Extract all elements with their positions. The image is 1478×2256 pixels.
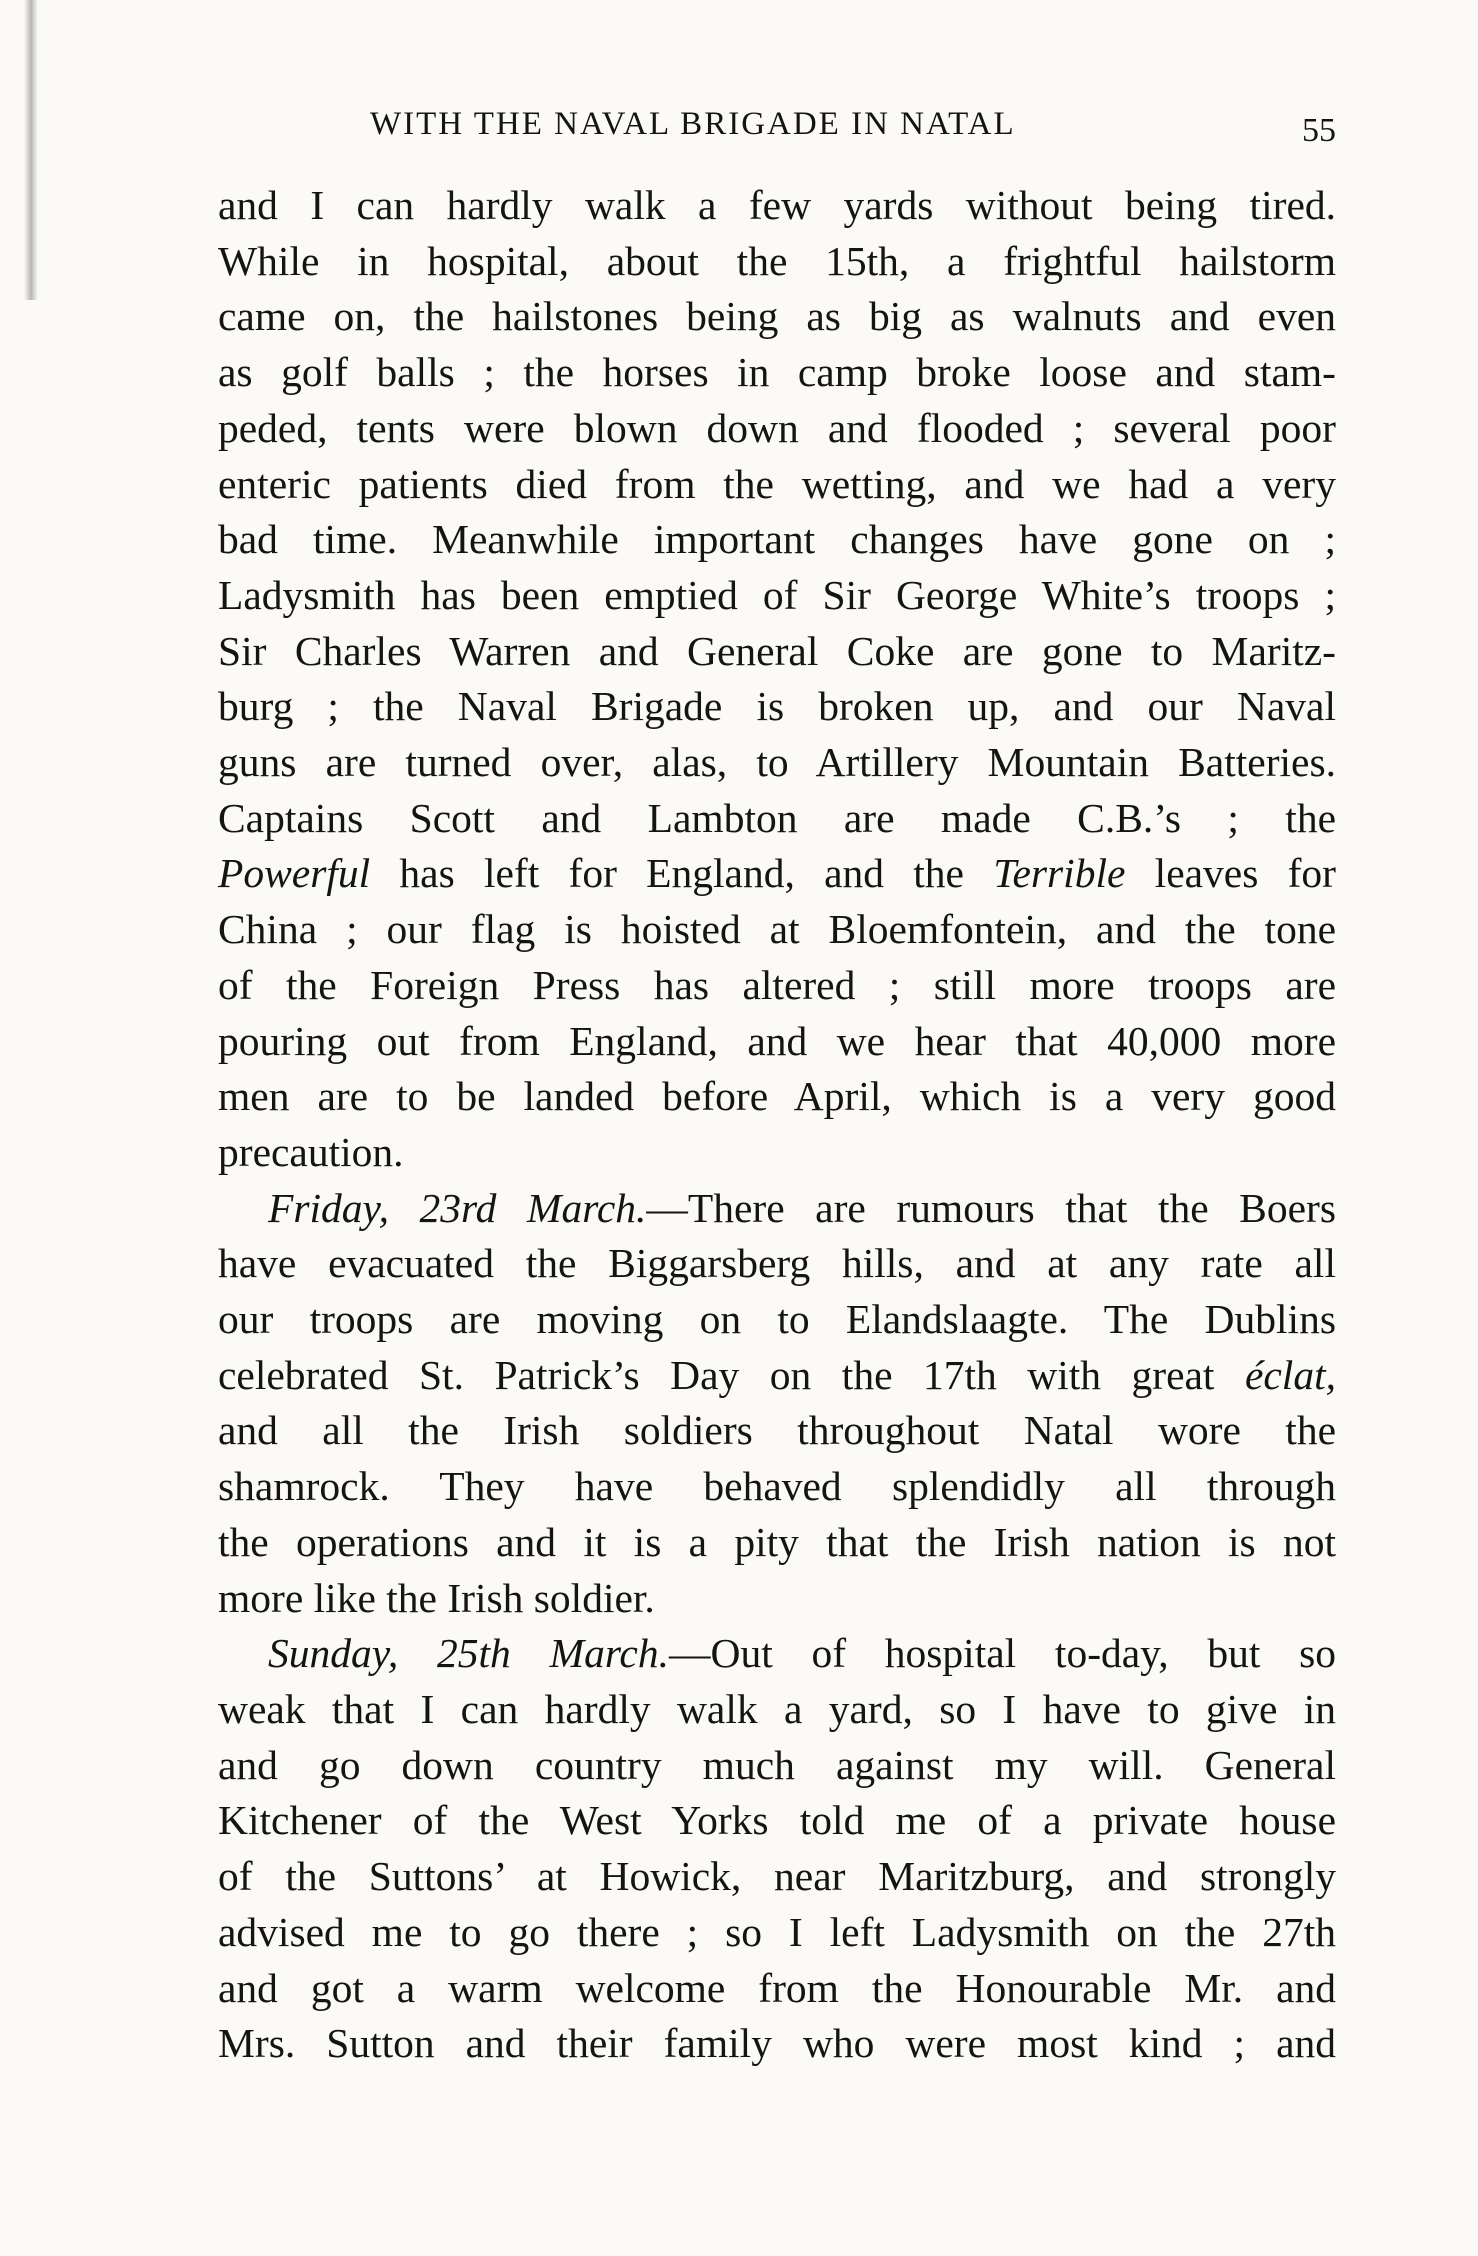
text-fragment: —Out of hospital to-day, but so [668,1630,1337,1677]
text-line: have evacuated the Biggarsberg hills, and at any rate all [218,1240,1336,1287]
text-line: Sir Charles Warren and General Coke are gone to Maritz- [218,627,1336,674]
ship-name-terrible: Terrible [993,850,1126,897]
text-line: weak that I can hardly walk a yard, so I have to give in [218,1685,1336,1732]
text-line: burg ; the Naval Brigade is broken up, and our Naval [218,683,1336,730]
text-line: bad time. Meanwhile important changes have gone on ; [218,516,1336,563]
page-header [218,106,1336,156]
text-line: of the Foreign Press has altered ; still more troops are [218,961,1336,1008]
text-line: Kitchener of the West Yorks told me of a private house [218,1797,1336,1844]
text-line: the operations and it is a pity that the Irish nation is not [218,1518,1336,1565]
text-line: Captains Scott and Lambton are made C.B.’s ; the [218,794,1336,841]
text-fragment: —There are rumours that the Boers [646,1184,1336,1231]
diary-date: Friday, 23rd March. [268,1184,647,1231]
page-number: 55 [1302,112,1336,149]
text-line [218,1181,1336,1237]
text-line: men are to be landed before April, which is a very good [218,1073,1336,1120]
text-fragment: has left for England, and the [370,850,994,897]
text-fragment: leaves for [1125,850,1336,897]
text-line: precaution. [218,1128,404,1175]
text-line: came on, the hailstones being as big as walnuts and even [218,293,1336,340]
text-line [218,1348,1336,1404]
text-line: pouring out from England, and we hear that 40,000 more [218,1017,1336,1064]
text-line: China ; our flag is hoisted at Bloemfontein, and the tone [218,906,1336,953]
text-line: and all the Irish soldiers throughout Natal wore the [218,1407,1336,1454]
text-line: guns are turned over, alas, to Artillery Mountain Batteries. [218,739,1336,786]
text-line: of the Suttons’ at Howick, near Maritzburg, and strongly [218,1853,1336,1900]
diary-date: Sunday, 25th March. [268,1630,669,1677]
text-line [218,846,1336,902]
text-fragment: celebrated St. Patrick’s Day on the 17th with great [218,1351,1245,1398]
page-body [218,178,1336,2072]
text-line: enteric patients died from the wetting, and we had a very [218,460,1336,507]
text-line [218,1626,1336,1682]
binding-shadow [24,0,38,300]
text-line: Mrs. Sutton and their family who were most kind ; and [218,2020,1336,2067]
text-line: While in hospital, about the 15th, a frightful hailstorm [218,237,1336,284]
italic-word: éclat, [1244,1351,1336,1398]
ship-name-powerful: Powerful [218,850,371,897]
text-line: and got a warm welcome from the Honourable Mr. and [218,1964,1336,2011]
text-line: as golf balls ; the horses in camp broke loose and stam- [218,349,1336,396]
text-line: and I can hardly walk a few yards without being tired. [218,182,1336,228]
text-line: peded, tents were blown down and flooded ; several poor [218,404,1336,451]
running-head: WITH THE NAVAL BRIGADE IN NATAL [370,106,1016,142]
text-line: our troops are moving on to Elandslaagte. The Dublins [218,1296,1336,1343]
text-line: Ladysmith has been emptied of Sir George White’s troops ; [218,571,1336,618]
text-line: advised me to go there ; so I left Ladysmith on the 27th [218,1908,1336,1955]
text-line: shamrock. They have behaved splendidly all through [218,1463,1336,1510]
text-line: more like the Irish soldier. [218,1574,655,1621]
text-line: and go down country much against my will. General [218,1741,1336,1788]
